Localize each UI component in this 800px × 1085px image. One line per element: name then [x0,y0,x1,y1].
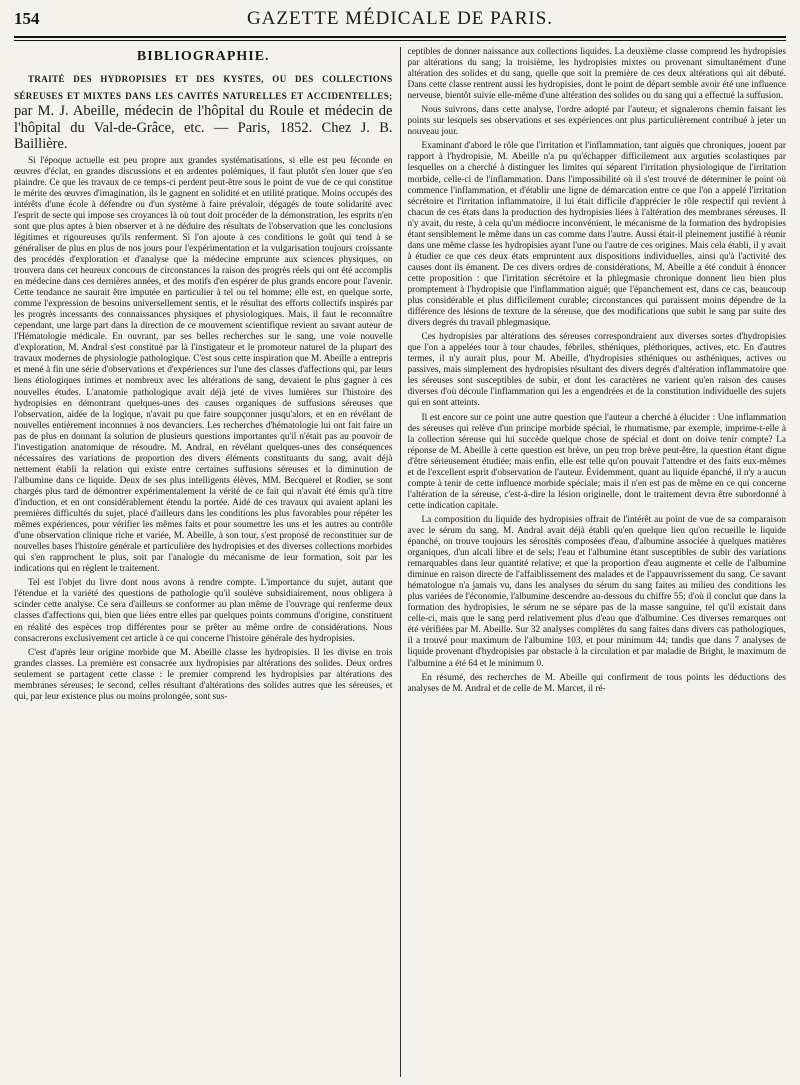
page-header [14,8,786,38]
book-reference [14,70,393,153]
paragraph: C'est d'après leur origine morbide que M. Abeille classe les hydropisies. Il les divise en trois grandes classes. La première est consacrée aux hydropisies par altérations des solides. Deux ordres seulement se partagent cette classe : le premier comprend les hydropisies par altérations des membranes séreuses; le second, celles résultant d'altérations des solides autres que les séreuses, et qui, par leur existence plus ou moins prolongée, sont sus- [14,647,393,702]
book-title: TRAITÉ DES HYDROPISIES ET DES KYSTES, OU DES COLLECTIONS SÉREUSES ET MIXTES DANS LES CAVITÉS NATURELLES ET ACCIDENTELLES; [14,74,393,101]
paragraph: Ces hydropisies par altérations des séreuses correspondraient aux diverses sortes d'hydropisies que l'on a appelées tour à tour chaudes, fébriles, sthéniques, pléthoriques, actives, etc. En d'autres termes, il n'y aurait plus, pour M. Abeille, d'hydropisies sthéniques ou asthéniques, actives ou passives, mais simplement des hydropisies résultant des divers degrés d'altération inflammatoire que les séreuses sont susceptibles de subir, et dont les caractères ne varient qu'en raison des causes diverses d'où découle l'inflammation qui les a engendrées et de la constitution individuelle des sujets qui en sont atteints. [407,332,786,409]
text-columns [14,47,786,1077]
paragraph: En résumé, des recherches de M. Abeille qui confirment de tous points les déductions des analyses de M. Andral et de celle de M. Marcet, il ré- [407,672,786,694]
paragraph: Nous suivrons, dans cette analyse, l'ordre adopté par l'auteur, et signalerons chemin faisant les points sur lesquels ses observations et ses expériences ont plus particulièrement contribué à jeter un nouveau jour. [407,105,786,138]
paragraph: Examinant d'abord le rôle que l'irritation et l'inflammation, tant aiguës que chroniques, jouent par rapport à l'hydropisie, M. Abeille n'a pu qu'échapper difficilement aux arguties scolastiques par lesquelles on a cherché à distinguer les limites qui séparent l'irritation physiologique de l'irritation morbide, celle-ci de l'inflammation. Dans l'impossibilité où il s'est trouvé de déterminer le point où commence l'inflammation, et d'établir une ligne de démarcation entre ce que l'on a appelé l'irritation sécrétoire et l'irritation inflammatoire, il lui était difficile d'apprécier le rôle respectif qui revient à chacun de ces états dans la production des hydropisies liées à l'altération des membranes séreuses. Il n'y avait, du reste, à cela qu'un médiocre inconvénient, le mécanisme de la formation des hydropisies étant sensiblement le même dans un cas comme dans l'autre. Aussi était-il pleinement justifié à réunir dans une même classe les hydropisies ayant l'une ou l'autre de ces origines. Mais cela établi, il y avait à étudier ce que ces deux états empruntent aux dispositions individuelles, ainsi qu'à l'activité des causes dont ils émanent. De ces divers ordres de considérations, M. Abeille a été conduit à énoncer cette proposition : que l'irritation sécrétoire et la phlegmasie chronique donnent lieu bien plus promptement à l'hydropisie que l'inflammation aiguë; que l'épanchement est, dans ce cas, beaucoup plus considérable et plus difficilement curable; circonstances qui paraissent moins dépendre de la différence des lésions de texture de la séreuse, que des modifications que subit le sang par suite des divers degrés du travail phlegmasique. [407,141,786,329]
paragraph: Tel est l'objet du livre dont nous avons à rendre compte. L'importance du sujet, autant que l'étendue et la variété des questions de pathologie qu'il soulève subsidiairement, nous obligera à scinder cette analyse. Ce sera d'ailleurs se conformer au plan même de l'ouvrage qui renferme deux classes d'affections qui, bien que liées entre elles par quelques points communs d'origine, constituent en réalité des espèces trop différentes pour se prêter au même ordre de considérations. Nous consacrerons exclusivement cet article à ce qui concerne l'histoire générale des hydropisies. [14,578,393,644]
paragraph-continuation: ceptibles de donner naissance aux collections liquides. La deuxième classe comprend les hydropisies par altérations du sang; la troisième, les hydropisies mixtes ou provenant simultanément d'une altération des solides et du sang, quelle que soit la première de ces deux altérations qui ait débuté. Dans cette classe rentrent aussi les hydropisies, dont le point de départ semble avoir été une influence nerveuse, bientôt suivie elle-même d'une altération des solides ou du sang qui a effectué la suffusion. [407,47,786,102]
section-title: BIBLIOGRAPHIE. [136,49,270,64]
paragraph: La composition du liquide des hydropisies offrait de l'intérêt au point de vue de sa comparaison avec le sérum du sang. M. Andral avait déjà établi qu'en quelque lieu qu'on recueille le liquide épanché, on trouve toujours les sérosités composées d'eau, d'albumine associée à quelques matières organiques, d'un alcali libre et de sels; l'eau et l'albumine étant susceptibles de subir des variations remarquables dans leur quantité relative; et que la proportion d'eau augmente et celle de l'albumine diminue en raison directe de l'affaiblissement des malades et de l'appauvrissement du sang. Ce savant hématologue n'a jamais vu, dans les analyses du sérum du sang faites au milieu des conditions les plus variées de l'économie, l'albumine descendre au-dessous du chiffre 55; d'où il conclut que dans la formation des hydropisies, le sérum ne se sépare pas de la masse sanguine, tel qu'il existait dans celle-ci, mais que le sang perd relativement plus d'eau que d'albumine. Ces diverses remarques ont été vérifiées par M. Abeille. Sur 32 analyses complètes du sang faites dans divers cas pathologiques, il a trouvé pour maximum de l'albumine 103, et pour minimum 44; tandis que dans 7 analyses de liquide provenant d'hydropisies par obstacle à la circulation et par maladie de Bright, le maximum de l'albumine a été 64 et le minimum 0. [407,514,786,669]
book-author-publisher: par M. J. Abeille, médecin de l'hôpital du Roule et médecin de l'hôpital du Val-de-Grâce, etc. — Paris, 1852. Chez J. B. Baillière. [14,103,393,153]
running-title: GAZETTE MÉDICALE DE PARIS. [246,8,554,29]
paragraph: Il est encore sur ce point une autre question que l'auteur a cherché à élucider : Une inflammation des séreuses qui relève d'un principe morbide spécial, le rhumatisme, par exemple, imprime-t-elle à la collection séreuse qui lui succède quelque chose de spécial et dont on doive tenir compte? La réponse de M. Abeille à cette question est brève, un peu trop brève peut-être, la question étant digne d'être sérieusement étudiée; mais enfin, elle est telle qu'on pouvait l'attendre et des faits eux-mêmes et de l'excellent esprit d'observation de l'auteur. Évidemment, quant au liquide épanché, il n'y a aucun compte à tenir de cette influence morbide spéciale; mais il n'en est pas de même en ce qui concerne l'altération de la séreuse, c'est-à-dire la lésion originelle, dont le traitement devra être subordonné à cette indication capitale. [407,412,786,511]
page-number: 154 [14,9,40,28]
right-column [400,47,787,1077]
left-column [14,47,400,1077]
paragraph: Si l'époque actuelle est peu propre aux grandes systématisations, si elle est peu féconde en œuvres d'éclat, en grandes discussions et en ardentes polémiques, il faut plutôt s'en louer que s'en plaindre. Ce que les travaux de ce temps-ci perdent peut-être sous le point de vue de ce qui constitue le mérite des œuvres d'imagination, ils le gagnent en solidité et en utilité pratique. Moins occupés des intérêts d'une école à défendre ou d'un système à faire prévaloir, dégagés de toute solidarité avec l'esprit de secte qui impose ses croyances là où tout doit procéder de la démonstration, les esprits n'en sont que plus aptes à bien observer et à ne déduire des résultats de l'observation que les conclusions légitimes et rigoureuses qu'ils renferment. Si l'on ajoute à ces conditions le goût qui tend à se généraliser de plus en plus de nos jours pour l'expérimentation et la vulgarisation toujours croissante des procédés d'exploration et d'analyse que la médecine emprunte aux sciences physiques, on trouvera dans cet heureux concours de circonstances la raison des progrès réels qui ont été accomplis en médecine dans ces dernières années, et des motifs d'en espérer de plus grands encore pour l'avenir. Cette tendance ne saurait être imputée en particulier à tel ou tel homme; elle est, en quelque sorte, comme l'expression de besoins universellement sentis, et le résultat des efforts collectifs inspirés par les progrès incessants des connaissances physiques et physiologiques. Mais, il faut le reconnaître cependant, une large part dans la direction de ce mouvement scientifique revient au savant auteur de l'Hématologie médicale. En ouvrant, par ses belles recherches sur le sang, une voie nouvelle d'exploration, M. Andral s'est constitué par là l'instigateur et le promoteur naturel de la plupart des travaux modernes de physiologie pathologique. C'est sous cette inspiration que M. Abeille a entrepris et mené à fin une série d'observations et d'expériences sur l'une des classes d'affections qui, par leurs liens étiologiques intimes et nombreux avec les altérations de sang, devaient le plus gagner à ces nouvelles études. L'anatomie pathologique avait déjà jeté de vives lumières sur l'histoire des hydropisies en démontrant quelques-unes des causes organiques de suffusions séreuses que l'observation, aidée de la logique, n'avait pu que faire soupçonner jusqu'alors, et en en révélant de nouvelles entièrement inconnues à nos devanciers. Les recherches d'hématologie lui ont fait faire un pas de plus en donnant la solution de plusieurs questions importantes qu'il n'était pas au pouvoir de l'investigation anatomique de résoudre. M. Andral, en révélant quelques-unes des conséquences nécessaires des variations de proportion des divers éléments constituants du sang, avait déjà nettement établi la relation qui existe entre certaines suffusions séreuses et la diminution de l'albumine dans ce liquide. Deux de ses plus intelligents élèves, MM. Becquerel et Rodier, se sont chargés plus tard de démontrer expérimentalement la vérité de ce fait qui n'avait été émis qu'à titre d'induction, et en ont considérablement étendu la portée. Aidé de ces travaux qui avaient aplani les premières difficultés du sujet, placé d'ailleurs dans les conditions les plus favorables pour répéter les mêmes expériences, pour vérifier les mêmes faits et pour soumettre les uns et les autres au contrôle d'une observation clinique riche et variée, M. Abeille, à son tour, s'est proposé de reconstituer sur de nouvelles bases l'histoire générale et particulière des hydropisies et des diverses collections morbides qui s'en rapprochent le plus, soit par l'analogie du mécanisme de leur formation, soit par les indications qui en règlent le traitement. [14,155,393,575]
